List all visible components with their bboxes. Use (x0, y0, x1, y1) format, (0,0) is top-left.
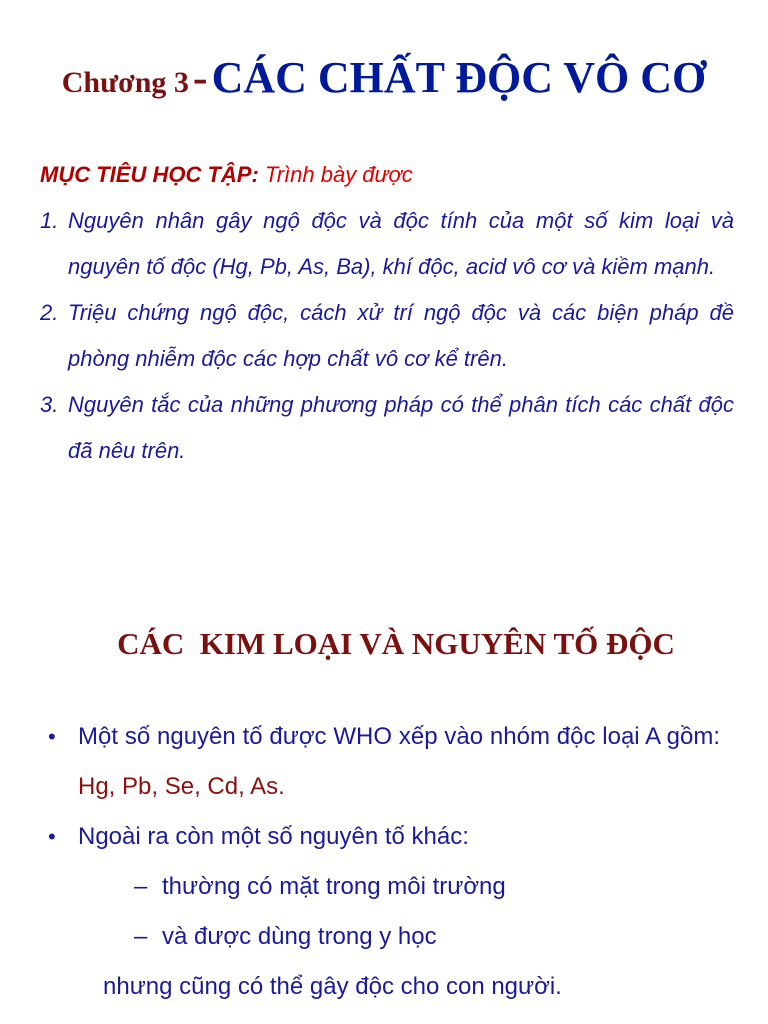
objective-text: Nguyên nhân gây ngộ độc và độc tính của một số kim loại và nguyên tố độc (Hg, Pb, As, Ba), khí độc, acid vô cơ và kiềm mạnh. (68, 208, 734, 279)
who-elements: Hg, Pb, Se, Cd, As. (78, 773, 285, 800)
objectives-heading: MỤC TIÊU HỌC TẬP: (40, 162, 259, 187)
objectives-subheading: Trình bày được (264, 162, 413, 187)
objectives-list (40, 198, 734, 474)
sub-item (48, 912, 720, 962)
objective-text: Triệu chứng ngộ độc, cách xử trí ngộ độc và các biện pháp đề phòng nhiễm độc các hợp chất vô cơ kể trên. (68, 300, 734, 371)
objective-number: 1. (40, 208, 59, 233)
bullet-icon: • (48, 724, 56, 749)
objective-item (40, 198, 734, 290)
sub-item-text: và được dùng trong y học (162, 923, 437, 950)
learning-objectives (40, 152, 734, 474)
objectives-header (40, 152, 734, 198)
objective-number: 2. (40, 300, 59, 325)
bullet-icon: • (48, 824, 56, 849)
title-dash: - (192, 53, 208, 102)
objective-text: Nguyên tắc của những phương pháp có thể phân tích các chất độc đã nêu trên. (68, 392, 734, 463)
objective-number: 3. (40, 392, 59, 417)
bullet-text: Ngoài ra còn một số nguyên tố khác: (78, 823, 469, 850)
closing-text: nhưng cũng có thể gây độc cho con người. (103, 973, 562, 1000)
sub-item (48, 862, 720, 912)
objective-item (40, 382, 734, 474)
dash-icon: – (134, 873, 148, 900)
sub-item-text: thường có mặt trong môi trường (162, 873, 506, 900)
objective-item (40, 290, 734, 382)
page-title (0, 52, 768, 103)
chapter-title: CÁC CHẤT ĐỘC VÔ CƠ (211, 53, 707, 102)
dash-icon: – (134, 923, 148, 950)
section-title: CÁC KIM LOẠI VÀ NGUYÊN TỐ ĐỘC (117, 626, 675, 661)
list-item (48, 712, 720, 812)
bullet-text: Một số nguyên tố được WHO xếp vào nhóm độc loại A gồm: (78, 723, 720, 750)
list-item (48, 812, 720, 862)
bullet-list (48, 712, 720, 1012)
chapter-label: Chương 3 (61, 66, 189, 99)
